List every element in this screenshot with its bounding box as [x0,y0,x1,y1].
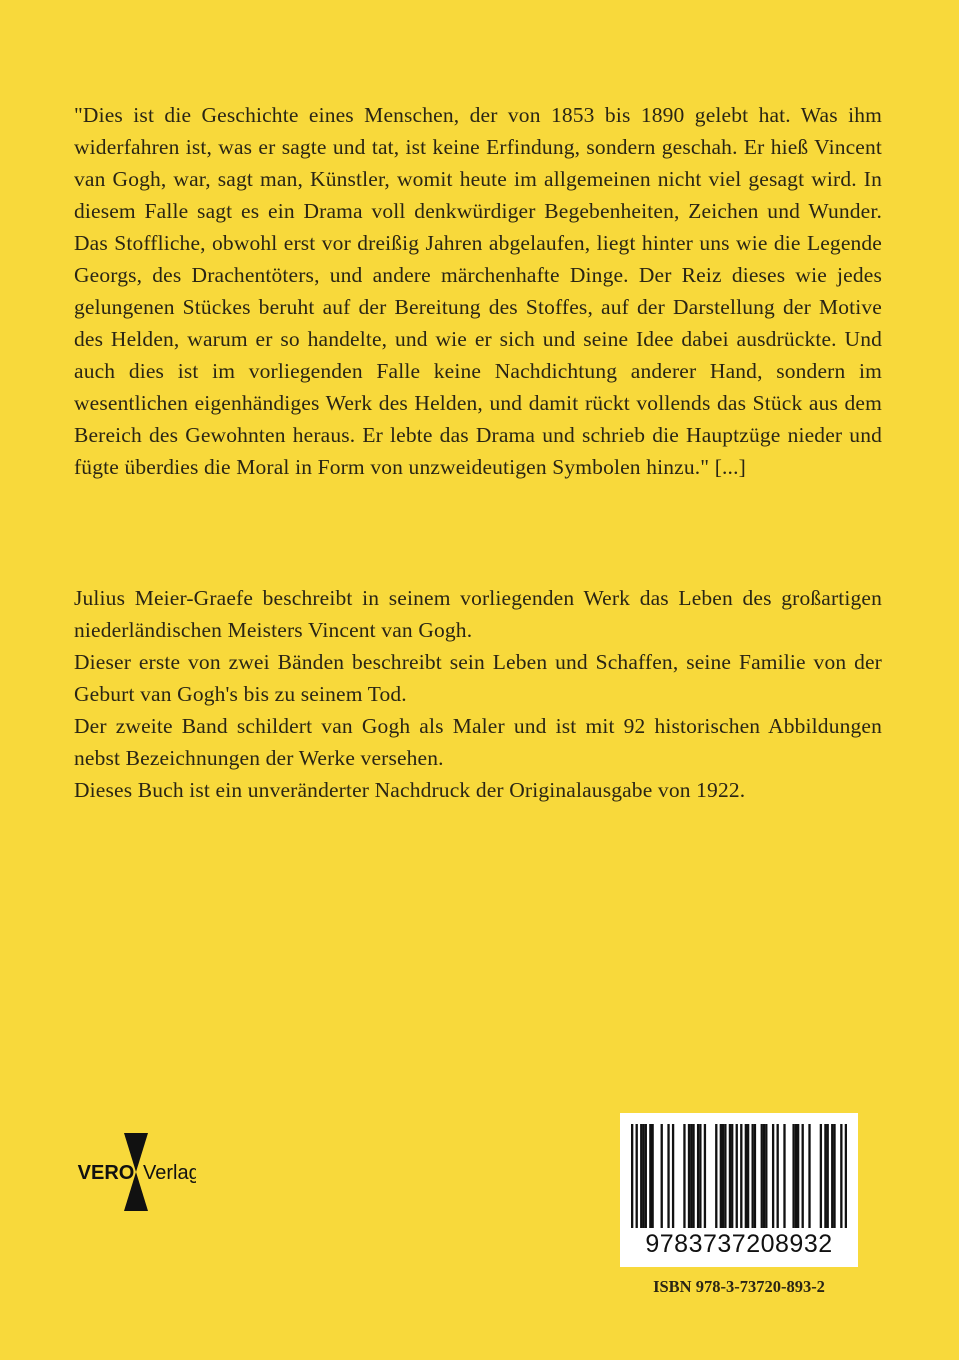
barcode-bar [824,1124,826,1228]
barcode-bar [667,1124,669,1228]
barcode-bar [845,1124,847,1228]
vero-verlag-logo [72,1132,196,1212]
barcode-number: 9783737208932 [645,1230,833,1258]
quote-paragraph [74,99,882,483]
barcode-bar [740,1124,742,1228]
barcode-bar [720,1124,722,1228]
barcode-bar [645,1124,647,1228]
description-paragraph-1: Julius Meier-Graefe beschreibt in seinem vorliegenden Werk das Leben des großartigen niederländischen Meisters Vincent van Gogh. [74,586,882,642]
barcode [620,1113,858,1267]
barcode-bar [724,1124,726,1228]
barcode-bar [802,1124,804,1228]
barcode-bar [651,1124,653,1228]
barcode-bar [808,1124,810,1228]
barcode-bar [697,1124,699,1228]
barcode-bar [736,1124,738,1228]
barcode-bar [688,1124,690,1228]
barcode-bar [692,1124,694,1228]
barcode-bar [765,1124,767,1228]
description-paragraph-4: Dieses Buch ist ein unveränderter Nachdruck der Originalausgabe von 1922. [74,778,746,802]
barcode-bar [820,1124,822,1228]
logo-word-vero: VERO [77,1162,135,1184]
barcode-bar [831,1124,833,1228]
barcode-bar [729,1124,731,1228]
barcode-bar [833,1124,835,1228]
barcode-bar [731,1124,733,1228]
barcode-bar [840,1124,842,1228]
barcode-bar [683,1124,685,1228]
barcode-bar [745,1124,747,1228]
barcode-bar [752,1124,754,1228]
barcode-bar [661,1124,663,1228]
barcode-bar [672,1124,674,1228]
barcode-bar [795,1124,797,1228]
barcode-bar [797,1124,799,1228]
barcode-bar [747,1124,749,1228]
barcode-bar [631,1124,633,1228]
barcode-bar [761,1124,763,1228]
barcode-bar [827,1124,829,1228]
barcode-bars [631,1124,847,1228]
logo-word-verlag: Verlag [143,1162,196,1184]
barcode-bar [772,1124,774,1228]
quote-text: "Dies ist die Geschichte eines Menschen, der von 1853 bis 1890 gelebt hat. Was ihm widerfahren ist, was er sagte und tat, ist keine Erfindung, sondern geschah. Er hieß Vincent van Gogh, war, sagt man, Künstler, womit heute im allgemeinen nicht viel gesagt wird. In diesem Falle sagt es ein Drama voll denkwürdiger Begebenheiten, Zeichen und Wunder. Das Stoffliche, obwohl erst vor dreißig Jahren abgelaufen, liegt hinter uns wie die Legende Georgs, des Drachentöters, und andere märchenhafte Dinge. Der Reiz dieses wie jedes gelungenen Stückes beruht auf der Bereitung des Stoffes, auf der Darstellung der Motive des Helden, warum er so handelte, und wie er sich und seine Idee dabei ausdrückte. Und auch dies ist im vorliegenden Falle keine Nachdichtung anderer Hand, sondern im wesentlichen eigenhändiges Werk des Helden, und damit rückt vollends das Stück aus dem Bereich des Gewohnten heraus. Er lebte das Drama und schrieb die Hauptzüge nieder und fügte überdies die Moral in Form von unzweideutigen Symbolen hinzu." [...] [74,103,882,479]
hourglass-shape-icon [72,1132,196,1212]
barcode-bar [642,1124,644,1228]
barcode-bar [704,1124,706,1228]
barcode-bar [636,1124,638,1228]
barcode-bar [722,1124,724,1228]
description-paragraph-2: Dieser erste von zwei Bänden beschreibt sein Leben und Schaffen, seine Familie von der Geburt van Gogh's bis zu seinem Tod. [74,650,882,706]
barcode-bar [649,1124,651,1228]
description-paragraph-3: Der zweite Band schildert van Gogh als Maler und ist mit 92 historischen Abbildungen nebst Bezeichnungen der Werke versehen. [74,714,882,770]
barcode-bar [754,1124,756,1228]
barcode-bar [763,1124,765,1228]
barcode-bar [715,1124,717,1228]
barcode-bar [777,1124,779,1228]
barcode-bar [640,1124,642,1228]
barcode-bar [699,1124,701,1228]
barcode-bar [690,1124,692,1228]
barcode-bar [792,1124,794,1228]
book-description [74,582,882,806]
barcode-bar [783,1124,785,1228]
isbn-label: ISBN 978-3-73720-893-2 [653,1277,825,1296]
